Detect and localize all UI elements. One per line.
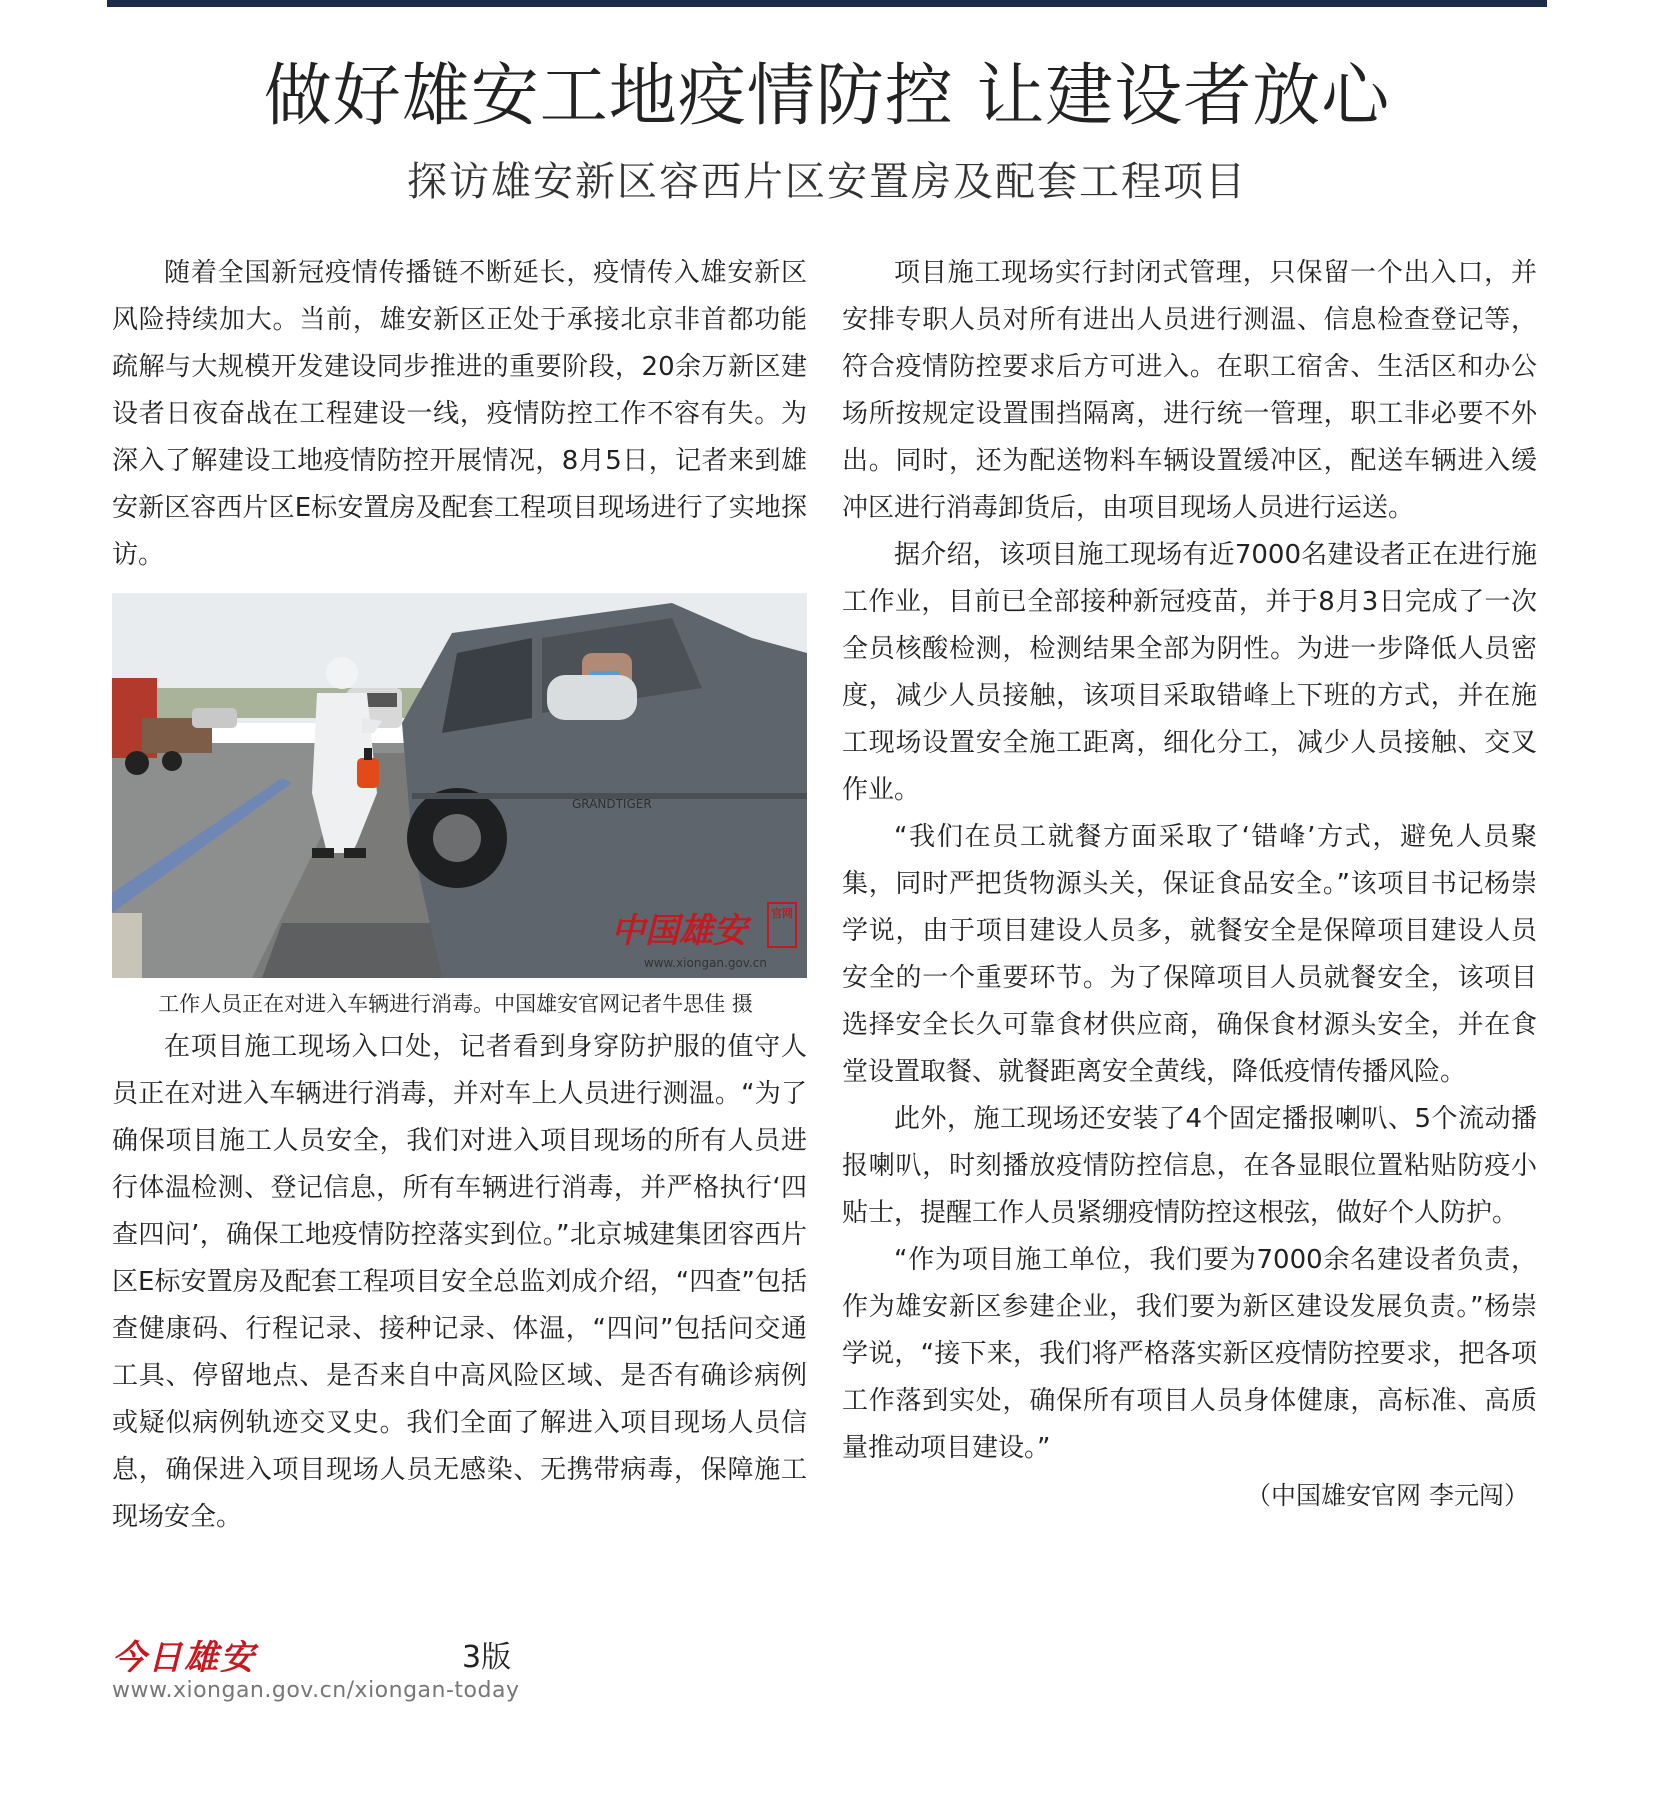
newspaper-logo: 今日雄安 bbox=[112, 1638, 256, 1678]
article-title: 做好雄安工地疫情防控 让建设者放心 bbox=[263, 57, 1391, 136]
photo-watermark-url: www.xiongan.gov.cn bbox=[643, 956, 767, 970]
paragraph: 据介绍，该项目施工现场有近7000名建设者正在进行施工作业，目前已全部接种新冠疫苗，并于8月3日完成了一次全员核酸检测，检测结果全部为阴性。为进一步降低人员密度，减少人员接触，该项目采取错峰上下班的方式，并在施工现场设置安全施工距离，细化分工，减少人员接触、交叉作业。 bbox=[842, 540, 1537, 805]
paragraph: 随着全国新冠疫情传播链不断延长，疫情传入雄安新区风险持续加大。当前，雄安新区正处于承接北京非首都功能疏解与大规模开发建设同步推进的重要阶段，20余万新区建设者日夜奋战在工程建设一线，疫情防控工作不容有失。为深入了解建设工地疫情防控开展情况，8月5日，记者来到雄安新区容西片区E标安置房及配套工程项目现场进行了实地探访。 bbox=[112, 258, 807, 570]
paragraph: “我们在员工就餐方面采取了‘错峰’方式，避免人员聚集，同时严把货物源头关，保证食品安全。”该项目书记杨崇学说，由于项目建设人员多，就餐安全是保障项目建设人员安全的一个重要环节。为了保障项目人员就餐安全，该项目选择安全长久可靠食材供应商，确保食材源头安全，并在食堂设置取餐、就餐距离安全黄线，降低疫情传播风险。 bbox=[842, 822, 1537, 1087]
footer-url[interactable]: www.xiongan.gov.cn/xiongan-today bbox=[112, 1678, 520, 1703]
right-column bbox=[842, 250, 1537, 1519]
photo-watermark-seal: 官网 bbox=[767, 902, 797, 948]
top-rule bbox=[107, 0, 1547, 7]
paragraph: “作为项目施工单位，我们要为7000余名建设者负责，作为雄安新区参建企业，我们要为新区建设发展负责。”杨崇学说，“接下来，我们将严格落实新区疫情防控要求，把各项工作落到实处，确保所有项目人员身体健康，高标准、高质量推动项目建设。” bbox=[842, 1245, 1537, 1463]
paragraph: 此外，施工现场还安装了4个固定播报喇叭、5个流动播报喇叭，时刻播放疫情防控信息，在各显眼位置粘贴防疫小贴士，提醒工作人员紧绷疫情防控这根弦，做好个人防护。 bbox=[842, 1104, 1537, 1228]
news-photo bbox=[112, 593, 807, 978]
paragraph: 在项目施工现场入口处，记者看到身穿防护服的值守人员正在对进入车辆进行消毒，并对车上人员进行测温。“为了确保项目施工人员安全，我们对进入项目现场的所有人员进行体温检测、登记信息，所有车辆进行消毒，并严格执行‘四查四问’，确保工地疫情防控落实到位。”北京城建集团容西片区E标安置房及配套工程项目安全总监刘成介绍，“四查”包括查健康码、行程记录、接种记录、体温，“四问”包括问交通工具、停留地点、是否来自中高风险区域、是否有确诊病例或疑似病例轨迹交叉史。我们全面了解进入项目现场人员信息，确保进入项目现场人员无感染、无携带病毒，保障施工现场安全。 bbox=[112, 1032, 807, 1532]
vehicle-badge-text: GRANDTIGER bbox=[572, 797, 652, 811]
photo-watermark: 中国雄安 bbox=[611, 911, 747, 951]
paragraph: 项目施工现场实行封闭式管理，只保留一个出入口，并安排专职人员对所有进出人员进行测温、信息检查登记等，符合疫情防控要求后方可进入。在职工宿舍、生活区和办公场所按规定设置围挡隔离，进行统一管理，职工非必要不外出。同时，还为配送物料车辆设置缓冲区，配送车辆进入缓冲区进行消毒卸货后，由项目现场人员进行运送。 bbox=[842, 258, 1537, 523]
photo-caption: 工作人员正在对进入车辆进行消毒。中国雄安官网记者牛思佳 摄 bbox=[158, 992, 753, 1016]
article-subtitle: 探访雄安新区容西片区安置房及配套工程项目 bbox=[407, 159, 1247, 205]
page-number: 3版 bbox=[462, 1640, 512, 1675]
article-byline: （中国雄安官网 李元闯） bbox=[1246, 1481, 1529, 1510]
left-column bbox=[112, 250, 807, 1541]
